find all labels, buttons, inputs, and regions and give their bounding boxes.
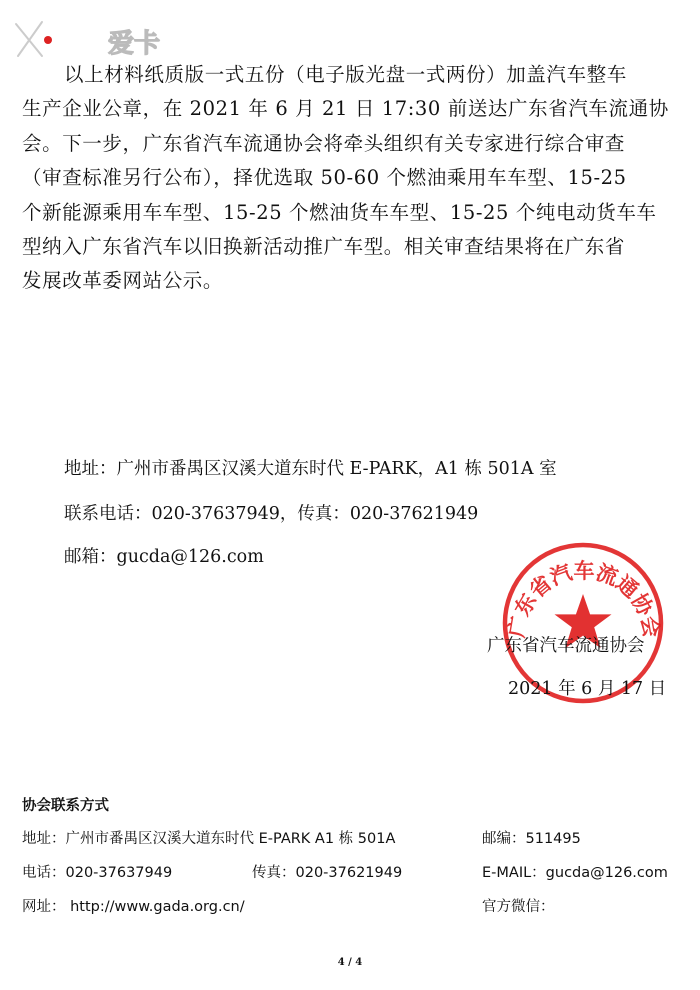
paragraph-line: 个新能源乘用车车型、15-25 个燃油货车车型、15-25 个纯电动货车车 <box>22 200 657 224</box>
paragraph-line: （审查标准另行公布），择优选取 50-60 个燃油乘用车车型、15-25 <box>22 166 627 190</box>
seal-text: 广东省汽车流通协会 <box>503 558 665 640</box>
footer-wechat: 官方微信： <box>482 899 555 915</box>
page-number: 4 / 4 <box>337 957 363 968</box>
signature-date: 2021 年 6 月 17 日 <box>508 679 667 699</box>
paragraph-line: 发展改革委网站公示。 <box>22 269 224 293</box>
footer-email: E-MAIL：gucda@126.com <box>482 865 668 881</box>
signature-org: 广东省汽车流通协会 <box>487 636 645 656</box>
body-paragraph <box>22 58 692 299</box>
xcar-logo-dot <box>44 36 52 44</box>
footer-title: 协会联系方式 <box>22 798 109 814</box>
footer-fax: 传真：020-37621949 <box>252 865 403 881</box>
footer-website[interactable]: 网址： http://www.gada.org.cn/ <box>22 899 245 915</box>
contact-address: 地址：广州市番禺区汉溪大道东时代 E-PARK，A1 栋 501A 室 <box>64 459 557 479</box>
paragraph-line: 型纳入广东省汽车以旧换新活动推广车型。相关审查结果将在广东省 <box>22 235 626 259</box>
xcar-logo-text: 爱卡 <box>108 29 161 59</box>
xcar-logo <box>8 14 178 64</box>
footer-phone: 电话：020-37637949 <box>22 865 173 881</box>
footer-address: 地址：广州市番禺区汉溪大道东时代 E-PARK A1 栋 501A <box>22 831 396 847</box>
paragraph-line: 会。下一步，广东省汽车流通协会将牵头组织有关专家进行综合审查 <box>22 131 626 155</box>
contact-phone-fax: 联系电话：020-37637949，传真：020-37621949 <box>64 504 479 524</box>
footer-postcode: 邮编：511495 <box>482 831 581 847</box>
paragraph-line: 以上材料纸质版一式五份（电子版光盘一式两份）加盖汽车整车 <box>64 63 627 86</box>
paragraph-line: 生产企业公章，在 2021 年 6 月 21 日 17:30 前送达广东省汽车流通协 <box>22 97 669 121</box>
contact-email: 邮箱：gucda@126.com <box>64 547 264 567</box>
